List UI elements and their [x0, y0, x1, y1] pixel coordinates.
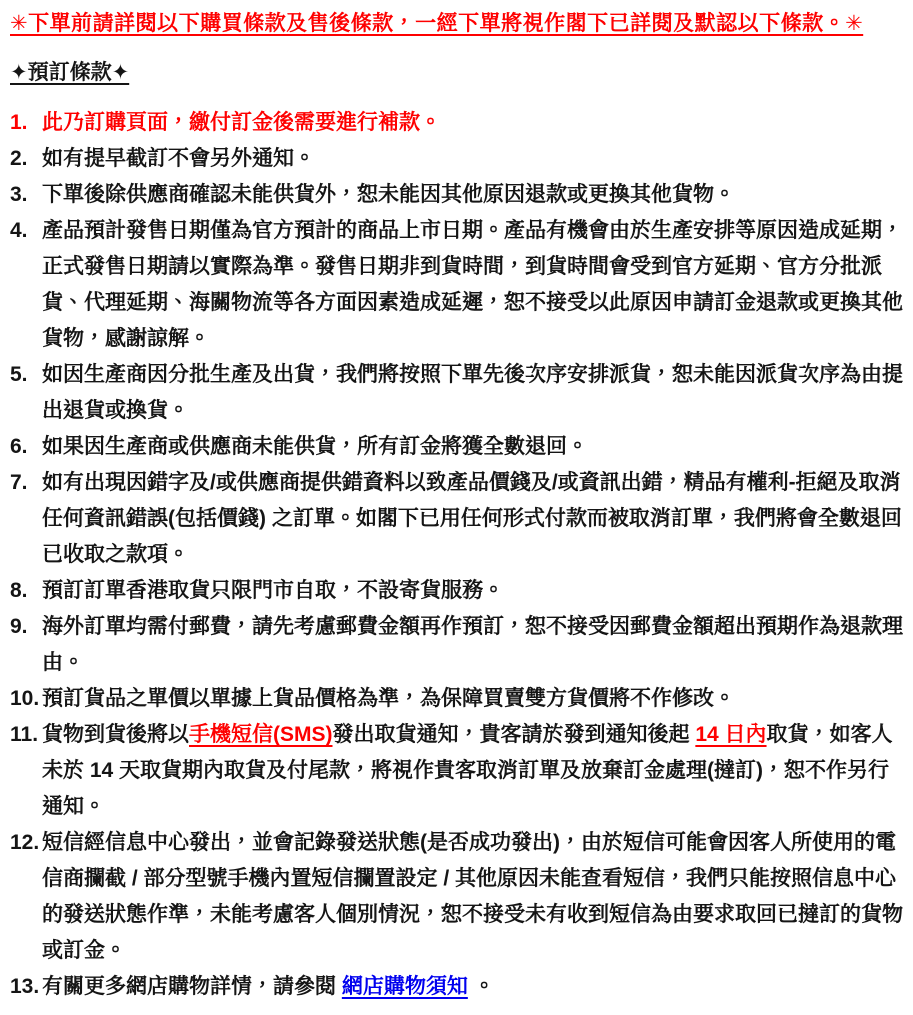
term-number: 11.: [10, 723, 39, 746]
term-segment: 。: [467, 975, 495, 998]
term-item: [10, 969, 905, 1005]
term-number: 2.: [10, 147, 28, 170]
term-text: [42, 429, 905, 465]
term-segment: 預訂訂單香港取貨只限門市自取，不設寄貨服務。: [42, 579, 504, 602]
term-item: [10, 717, 905, 825]
term-text: [42, 177, 905, 213]
term-item: [10, 213, 905, 357]
term-text: [42, 717, 905, 825]
term-item: [10, 177, 905, 213]
term-item: [10, 357, 905, 429]
term-item: [10, 141, 905, 177]
term-text: [42, 357, 905, 429]
term-highlight: 14 日內: [695, 723, 767, 746]
term-highlight: 手機短信(SMS): [189, 723, 333, 746]
term-text: [42, 969, 905, 1005]
term-number: 7.: [10, 471, 28, 494]
term-item: [10, 105, 905, 141]
preorder-terms-title: ✦預訂條款✦: [10, 61, 130, 84]
term-segment: 如因生產商因分批生產及出貨，我們將按照下單先後次序安排派貨，恕未能因派貨次序為由提出退貨或換貨。: [42, 363, 903, 422]
term-number: 12.: [10, 831, 40, 854]
term-number: 5.: [10, 363, 28, 386]
term-number: 8.: [10, 579, 28, 602]
term-item: [10, 825, 905, 969]
term-segment: 產品預計發售日期僅為官方預計的商品上市日期。產品有機會由於生產安排等原因造成延期，正式發售日期請以實際為準。發售日期非到貨時間，到貨時間會受到官方延期、官方分批派貨、代理延期、海關物流等各方面因素造成延遲，恕不接受以此原因申請訂金退款或更換其他貨物，感謝諒解。: [42, 219, 903, 350]
term-segment: 短信經信息中心發出，並會記錄發送狀態(是否成功發出)，由於短信可能會因客人所使用的電信商攔截 / 部分型號手機內置短信攔置設定 / 其他原因未能查看短信，我們只能按照信息中心的發送狀態作準，未能考慮客人個別情況，恕不接受未有收到短信為由要求取回已撻訂的貨物或訂金。: [42, 831, 903, 962]
terms-list: [10, 105, 905, 1005]
term-text: [42, 213, 905, 357]
term-segment: 海外訂單均需付郵費，請先考慮郵費金額再作預訂，恕不接受因郵費金額超出預期作為退款理由。: [42, 615, 903, 674]
term-number: 6.: [10, 435, 28, 458]
purchase-notice-header: ✳下單前請詳閱以下購買條款及售後條款，一經下單將視作閣下已詳閱及默認以下條款。✳: [10, 12, 864, 35]
term-item: [10, 609, 905, 681]
term-segment: 取貨，如客人未於 14 天取貨期內取貨及付尾款，將視作貴客取消訂單及放棄訂金處理(撻訂)，恕不作另行通知。: [42, 723, 893, 818]
term-item: [10, 465, 905, 573]
term-number: 9.: [10, 615, 28, 638]
term-item: [10, 681, 905, 717]
term-text: [42, 573, 905, 609]
term-number: 1.: [10, 111, 28, 134]
term-segment: 貨物到貨後將以: [42, 723, 189, 746]
store-shopping-notice-link[interactable]: 網店購物須知: [341, 975, 468, 998]
term-item: [10, 429, 905, 465]
term-text: [42, 465, 905, 573]
term-segment: 如有出現因錯字及/或供應商提供錯資料以致產品價錢及/或資訊出錯，精品有權利-拒絕及取消任何資訊錯誤(包括價錢) 之訂單。如閣下已用任何形式付款而被取消訂單，我們將會全數退回已收取之款項。: [42, 471, 902, 566]
term-number: 13.: [10, 975, 40, 998]
term-segment: 有關更多網店購物詳情，請參閱: [42, 975, 342, 998]
term-text: [42, 609, 905, 681]
term-number: 3.: [10, 183, 28, 206]
term-text: [42, 141, 905, 177]
term-segment: 如有提早截訂不會另外通知。: [42, 147, 315, 170]
term-segment: 此乃訂購頁面，繳付訂金後需要進行補款。: [42, 111, 441, 134]
term-segment: 下單後除供應商確認未能供貨外，恕未能因其他原因退款或更換其他貨物。: [42, 183, 735, 206]
term-segment: 預訂貨品之單價以單據上貨品價格為準，為保障買賣雙方貨價將不作修改。: [42, 687, 735, 710]
term-text: [42, 681, 905, 717]
term-text: [42, 825, 905, 969]
term-item: [10, 573, 905, 609]
term-text: [42, 105, 905, 141]
term-segment: 如果因生產商或供應商未能供貨，所有訂金將獲全數退回。: [42, 435, 588, 458]
term-number: 4.: [10, 219, 28, 242]
term-number: 10.: [10, 687, 40, 710]
term-segment: 發出取貨通知，貴客請於發到通知後起: [332, 723, 696, 746]
